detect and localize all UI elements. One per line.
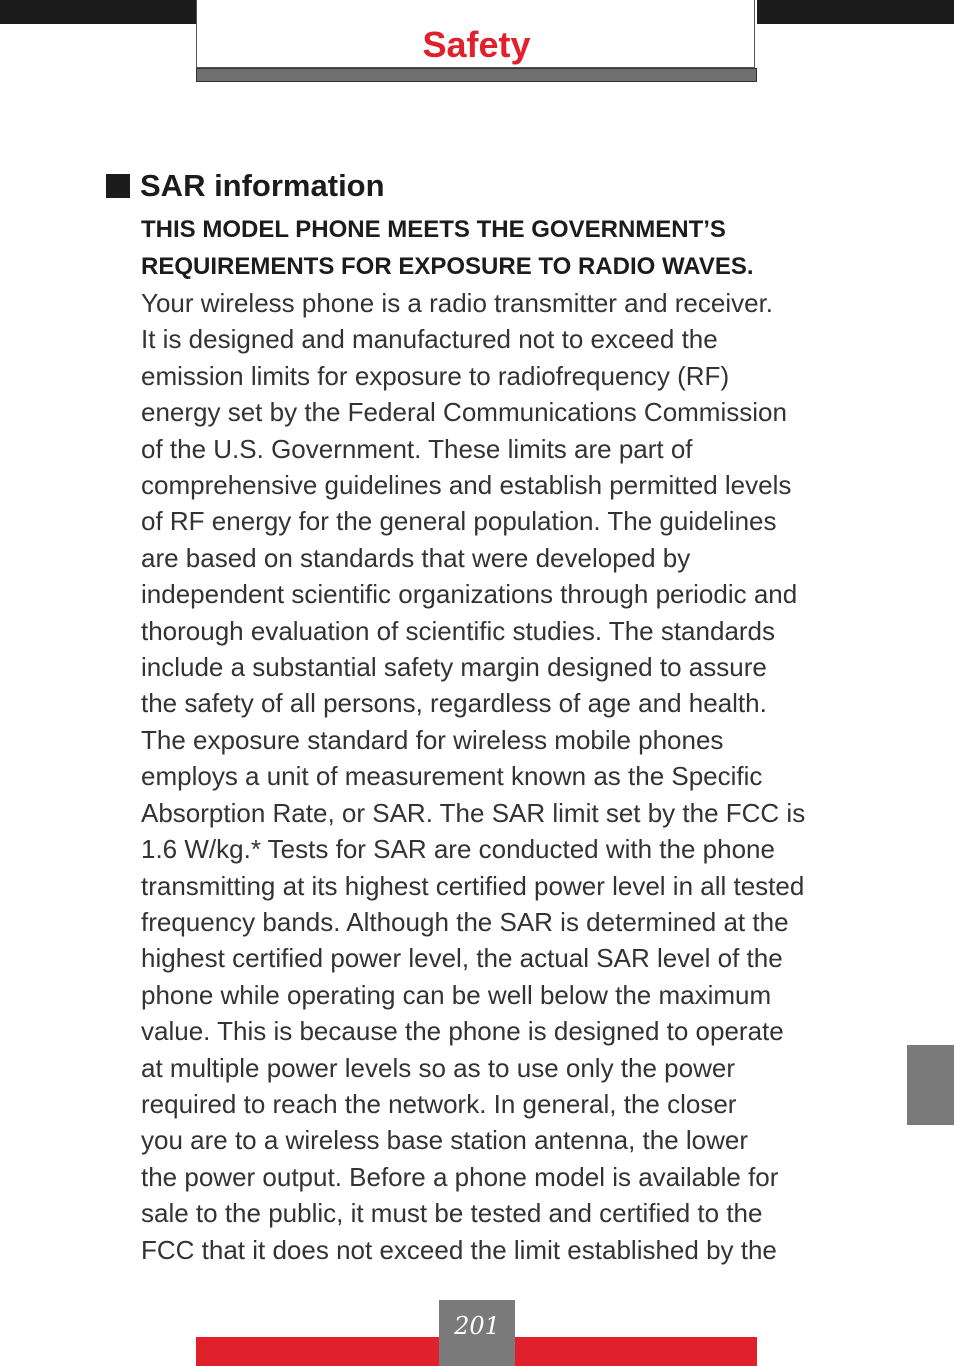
body-text-line: of the U.S. Government. These limits are part of [141,433,693,464]
body-text-line: you are to a wireless base station antenna, the lower [141,1125,749,1156]
body-text-line: sale to the public, it must be tested and certified to the [141,1198,763,1229]
page-number: 201 [454,1312,500,1340]
body-paragraph [141,285,901,1268]
body-text-line: of RF energy for the general population. The guidelines [141,506,777,537]
body-text-line: frequency bands. Although the SAR is determined at the [141,906,789,937]
body-text-line: the power output. Before a phone model is available for [141,1161,779,1192]
body-text-line: comprehensive guidelines and establish permitted levels [141,470,792,501]
bold-statement-line: THIS MODEL PHONE MEETS THE GOVERNMENT’S [141,216,726,243]
body-text-line: the safety of all persons, regardless of age and health. [141,688,767,719]
bold-statement-line: REQUIREMENTS FOR EXPOSURE TO RADIO WAVES. [141,252,754,280]
body-text-line: energy set by the Federal Communications Commission [141,397,787,428]
body-text-line: transmitting at its highest certified power level in all tested [141,870,805,901]
body-text-line: value. This is because the phone is designed to operate [141,1016,784,1047]
section-body [141,212,901,1268]
page-title: Safety [422,24,531,65]
body-text-line: required to reach the network. In general, the closer [141,1088,737,1119]
body-text-line: It is designed and manufactured not to exceed the [141,324,718,355]
body-text-line: phone while operating can be well below the maximum [141,979,772,1010]
header-bar-left [0,0,196,24]
body-text-line: at multiple power levels so as to use only the power [141,1052,735,1083]
square-bullet-icon [106,174,130,198]
body-text-line: include a substantial safety margin designed to assure [141,652,767,683]
page-number-box [439,1300,515,1366]
body-text-line: highest certified power level, the actual SAR level of the [141,943,783,974]
body-text-line: Absorption Rate, or SAR. The SAR limit set by the FCC is [141,797,806,828]
chapter-side-tab [907,1045,954,1125]
body-text-line: The exposure standard for wireless mobile phones [141,724,724,755]
body-text-line: employs a unit of measurement known as the Specific [141,761,763,792]
body-text-line: Your wireless phone is a radio transmitter and receiver. [141,288,774,318]
body-text-line: thorough evaluation of scientific studies. The standards [141,615,776,646]
section-heading [106,167,385,205]
body-text-line: 1.6 W/kg.* Tests for SAR are conducted with the phone [141,834,775,865]
header-bar-right [757,0,954,24]
section-heading-text: SAR information [140,168,385,203]
header-underline [196,68,757,82]
body-text-line: independent scientific organizations through periodic and [141,579,798,610]
body-text-line: emission limits for exposure to radiofrequency (RF) [141,360,730,391]
body-text-line: are based on standards that were developed by [141,542,691,573]
body-text-line: FCC that it does not exceed the limit established by the [141,1234,777,1265]
